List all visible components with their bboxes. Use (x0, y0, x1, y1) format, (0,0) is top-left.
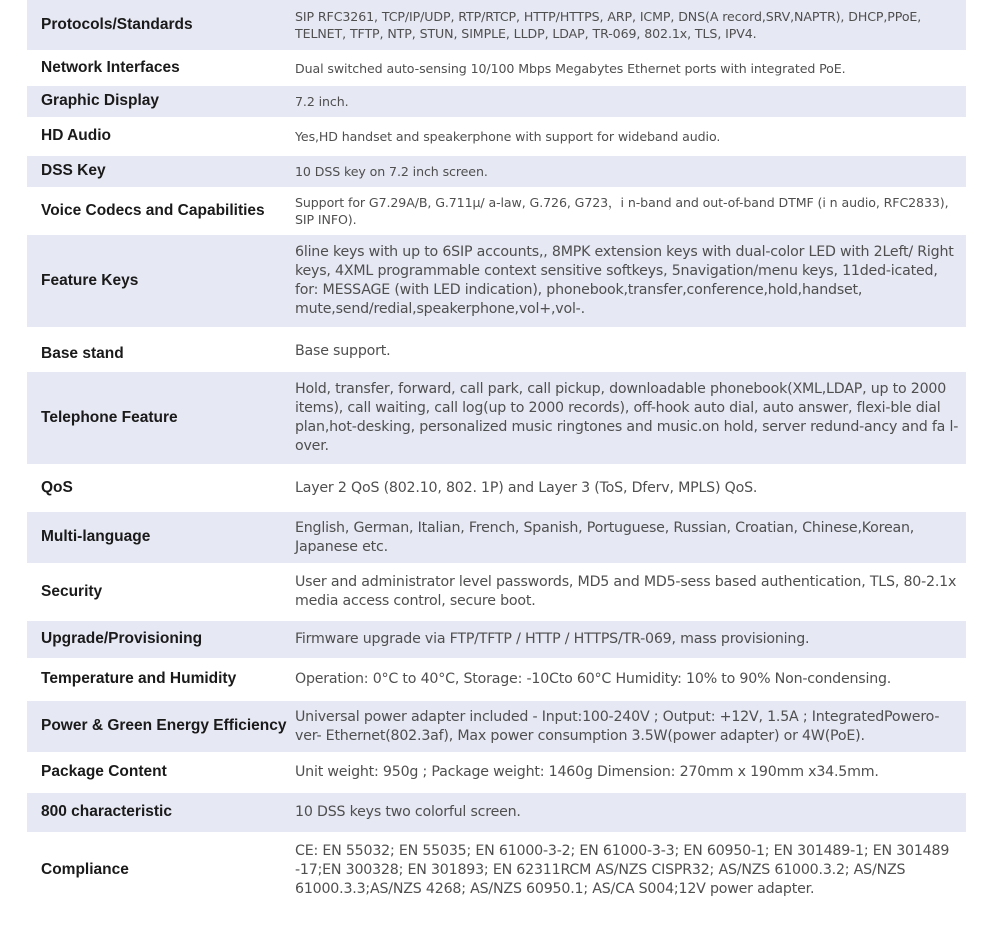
spec-row-power (27, 701, 966, 755)
spec-value: User and administrator level passwords, MD5 and MD5-sess based authentication, TLS, 80-2.1x media access control, secure boot. (295, 574, 957, 609)
spec-row-feature-keys (27, 235, 966, 330)
spec-row-network-interfaces (27, 53, 966, 86)
spec-row-base-stand (27, 330, 966, 372)
spec-value: Base support. (295, 343, 391, 359)
spec-value: Support for G7.29A/B, G.711μ/ a-law, G.726, G723，i n-band and out-of-band DTMF (i n audio, RFC2833), SIP INFO). (295, 195, 949, 227)
spec-label: Feature Keys (41, 271, 139, 289)
spec-label: Multi-language (41, 528, 151, 546)
spec-label: 800 characteristic (41, 803, 172, 821)
spec-value: Universal power adapter included - Input:100-240V ; Output: +12V, 1.5A ; IntegratedPowero-ver- Ethernet(802.3af), Max power consumption 3.5W(power adapter) or 4W(PoE). (295, 708, 940, 744)
spec-row-compliance (27, 835, 966, 909)
spec-label: Upgrade/Provisioning (41, 630, 203, 648)
spec-row-telephone-feature (27, 372, 966, 467)
spec-label: Protocols/Standards (41, 15, 193, 33)
spec-label: HD Audio (41, 127, 112, 145)
spec-value: SIP RFC3261, TCP/IP/UDP, RTP/RTCP, HTTP/HTTPS, ARP, ICMP, DNS(A record,SRV,NAPTR), DHCP,PPoE, TELNET, TFTP, NTP, STUN, SIMPLE, LLDP, LDAP, TR-069, 802.1x, TLS, IPV4. (295, 9, 922, 41)
spec-row-graphic-display (27, 86, 966, 120)
spec-row-dss-key (27, 156, 966, 190)
spec-label: Graphic Display (41, 92, 160, 110)
spec-row-qos (27, 467, 966, 512)
spec-label: Voice Codecs and Capabilities (41, 201, 265, 219)
spec-row-temperature (27, 661, 966, 701)
spec-row-upgrade (27, 621, 966, 661)
spec-value: Layer 2 QoS (802.10, 802. 1P) and Layer 3 (ToS, Dferv, MPLS) QoS. (295, 479, 758, 496)
spec-value: 10 DSS keys two colorful screen. (295, 804, 521, 820)
spec-label: Security (41, 582, 103, 600)
spec-value: English, German, Italian, French, Spanish, Portuguese, Russian, Croatian, Chinese,Korean, Japanese etc. (295, 519, 915, 555)
spec-value: Operation: 0°C to 40°C, Storage: -10Cto 60°C Humidity: 10% to 90% Non-condensing. (295, 671, 892, 687)
spec-label: QoS (41, 478, 73, 496)
spec-value: CE: EN 55032; EN 55035; EN 61000-3-2; EN 61000-3-3; EN 60950-1; EN 301489-1; EN 301489 -17;EN 300328; EN 301893; EN 62311RCM AS/NZS CISPR32; AS/NZS 61000.3.2; AS/NZS 61000.3.3;AS/NZS 4268; AS/NZS 60950.1; AS/CA S004;12V power adapter. (295, 843, 950, 897)
spec-value: Unit weight: 950g ; Package weight: 1460g Dimension: 270mm x 190mm x34.5mm. (295, 764, 879, 780)
spec-label: Package Content (41, 763, 167, 781)
spec-row-protocols (27, 0, 966, 53)
spec-label: DSS Key (41, 162, 106, 180)
spec-row-hd-audio (27, 120, 966, 156)
spec-value: Firmware upgrade via FTP/TFTP / HTTP / HTTPS/TR-069, mass provisioning. (295, 631, 810, 647)
spec-label: Compliance (41, 861, 129, 879)
spec-value: 10 DSS key on 7.2 inch screen. (295, 164, 488, 179)
spec-value: Yes,HD handset and speakerphone with support for wideband audio. (295, 129, 721, 144)
spec-label: Power & Green Energy Efficiency (41, 717, 287, 735)
spec-label: Network Interfaces (41, 58, 180, 76)
spec-row-security (27, 566, 966, 621)
spec-row-800-characteristic (27, 793, 966, 835)
spec-label: Base stand (41, 345, 124, 363)
spec-value: Dual switched auto-sensing 10/100 Mbps Megabytes Ethernet ports with integrated PoE. (295, 60, 846, 76)
spec-label: Telephone Feature (41, 408, 178, 426)
spec-value: Hold, transfer, forward, call park, call pickup, downloadable phonebook(XML,LDAP, up to 2000 items), call waiting, call log(up to 2000 records), off-hook auto dial, auto answer, flexi-ble dial plan,hot-desking, personalized music ringtones and music.on hold, server redund-ancy and fa l-over. (295, 381, 959, 454)
spec-row-voice-codecs (27, 190, 966, 235)
spec-value: 6line keys with up to 6SIP accounts,, 8MPK extension keys with dual-color LED with 2Left/ Right keys, 4XML programmable context sensitive softkeys, 5navigation/menu keys, 11ded-icated, for: MESSAGE (with LED indication), phonebook,transfer,conference,hold,handset, mute,send/redial,speakerphone,vol+,vol-. (295, 244, 954, 317)
spec-row-multi-language (27, 512, 966, 566)
spec-label: Temperature and Humidity (41, 670, 237, 688)
spec-table (27, 0, 966, 909)
spec-value: 7.2 inch. (295, 94, 349, 109)
spec-row-package-content (27, 755, 966, 793)
